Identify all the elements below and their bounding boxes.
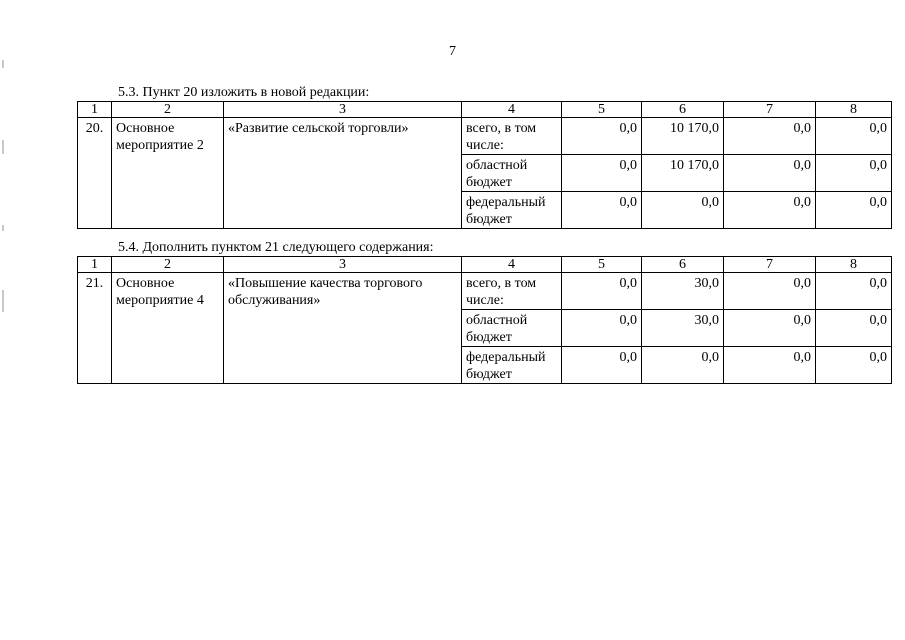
value-cell: 0,0: [562, 310, 642, 347]
funding-source: областной бюджет: [462, 310, 562, 347]
funding-source: федеральный бюджет: [462, 347, 562, 384]
value-cell: 30,0: [642, 273, 724, 310]
section-heading-5-4: 5.4. Дополнить пунктом 21 следующего содержания:: [118, 240, 434, 255]
value-cell: 0,0: [724, 273, 816, 310]
funding-source: федеральный бюджет: [462, 192, 562, 229]
value-cell: 0,0: [816, 192, 892, 229]
item-number: 20.: [78, 118, 112, 229]
column-header: 8: [816, 257, 892, 273]
item-number: 21.: [78, 273, 112, 384]
table-header-row: [78, 102, 892, 118]
value-cell: 0,0: [816, 347, 892, 384]
page-number: 7: [449, 44, 456, 59]
column-header: 5: [562, 102, 642, 118]
value-cell: 0,0: [642, 347, 724, 384]
funding-source: областной бюджет: [462, 155, 562, 192]
column-header: 4: [462, 257, 562, 273]
column-header: 3: [224, 257, 462, 273]
table-row: [78, 118, 892, 155]
column-header: 6: [642, 102, 724, 118]
value-cell: 0,0: [816, 155, 892, 192]
table-header-row: [78, 257, 892, 273]
section-heading-5-3: 5.3. Пункт 20 изложить в новой редакции:: [118, 85, 370, 100]
item-title: «Повышение качества торгового обслуживания»: [224, 273, 462, 384]
value-cell: 0,0: [562, 155, 642, 192]
value-cell: 0,0: [562, 118, 642, 155]
value-cell: 0,0: [724, 155, 816, 192]
value-cell: 0,0: [562, 273, 642, 310]
table-item-20: [77, 101, 892, 229]
column-header: 6: [642, 257, 724, 273]
column-header: 8: [816, 102, 892, 118]
table-row: [78, 273, 892, 310]
funding-source: всего, в том числе:: [462, 273, 562, 310]
column-header: 2: [112, 102, 224, 118]
column-header: 1: [78, 257, 112, 273]
value-cell: 0,0: [816, 118, 892, 155]
funding-source: всего, в том числе:: [462, 118, 562, 155]
column-header: 7: [724, 102, 816, 118]
value-cell: 0,0: [642, 192, 724, 229]
value-cell: 0,0: [816, 273, 892, 310]
column-header: 2: [112, 257, 224, 273]
column-header: 4: [462, 102, 562, 118]
column-header: 5: [562, 257, 642, 273]
item-name: Основное мероприятие 4: [112, 273, 224, 384]
item-name: Основное мероприятие 2: [112, 118, 224, 229]
column-header: 7: [724, 257, 816, 273]
value-cell: 0,0: [724, 192, 816, 229]
value-cell: 0,0: [724, 347, 816, 384]
value-cell: 10 170,0: [642, 118, 724, 155]
value-cell: 0,0: [724, 118, 816, 155]
value-cell: 10 170,0: [642, 155, 724, 192]
value-cell: 0,0: [562, 192, 642, 229]
column-header: 1: [78, 102, 112, 118]
value-cell: 0,0: [816, 310, 892, 347]
value-cell: 30,0: [642, 310, 724, 347]
item-title: «Развитие сельской торговли»: [224, 118, 462, 229]
table-item-21: [77, 256, 892, 384]
value-cell: 0,0: [562, 347, 642, 384]
value-cell: 0,0: [724, 310, 816, 347]
column-header: 3: [224, 102, 462, 118]
